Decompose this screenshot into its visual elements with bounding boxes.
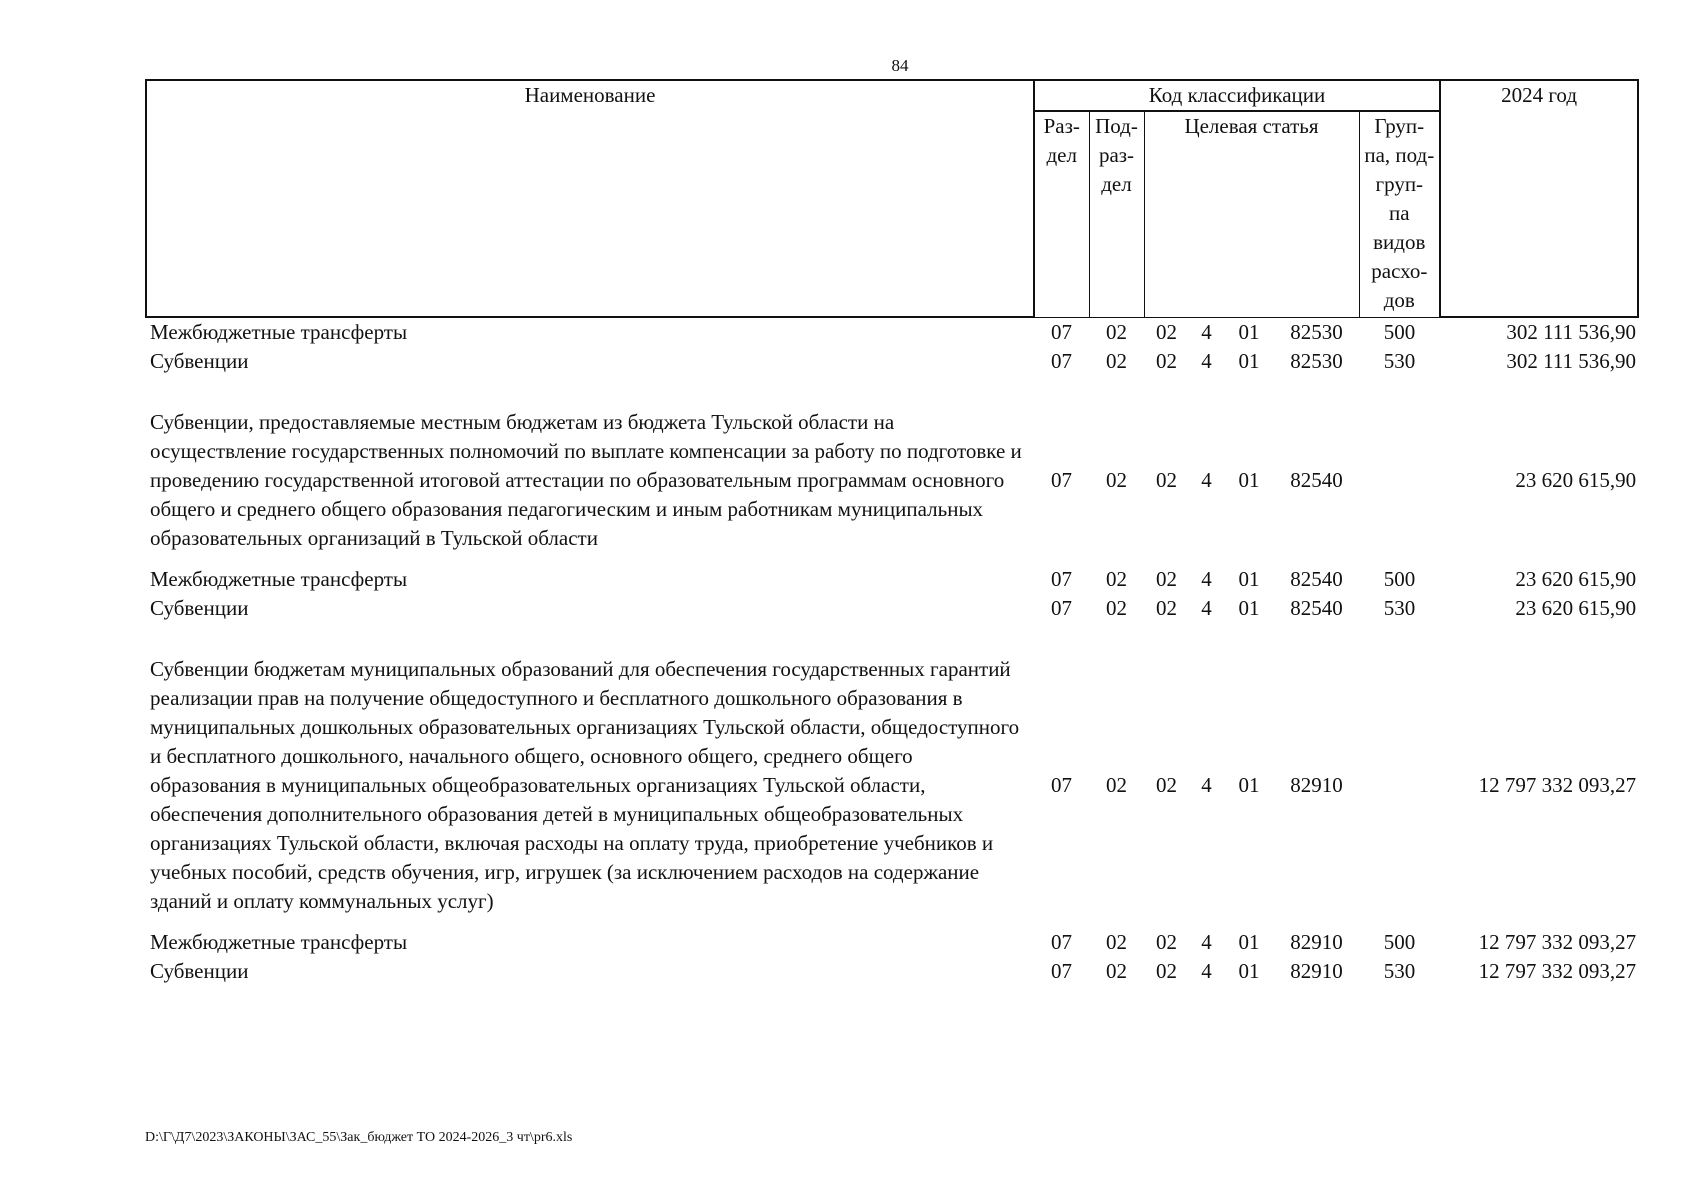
row-target-code-1: 02 (1156, 468, 1177, 492)
file-path-footer: D:\Г\Д7\2023\ЗАКОНЫ\ЗАС_55\Зак_бюджет ТО 2024-2026_3 чт\pr6.xls (145, 1130, 573, 1145)
row-section: 07 (1051, 930, 1072, 954)
table-row (146, 957, 1638, 986)
row-section: 07 (1051, 773, 1072, 797)
row-target-code-2: 4 (1201, 567, 1212, 591)
row-name: Субвенции, предоставляемые местным бюджетам из бюджета Тульской области на осуществление государственных полномочий по выплате компенсации за работу по подготовке и проведению государственной итоговой аттестации по образовательным программам основного общего и среднего общего образования педагогическим и иным работникам муниципальных образовательных организаций в Тульской области (150, 410, 1022, 550)
row-target-code-4: 82910 (1290, 773, 1343, 797)
row-target-code-4: 82540 (1290, 567, 1343, 591)
budget-table (145, 79, 1639, 986)
row-target-code-1: 02 (1156, 773, 1177, 797)
row-subsection: 02 (1106, 773, 1127, 797)
table-row (146, 928, 1638, 957)
row-target-code-1: 02 (1156, 319, 1177, 344)
row-amount: 302 111 536,90 (1506, 320, 1637, 344)
budget-table-container (145, 79, 1637, 986)
row-target-code-3: 01 (1238, 930, 1260, 954)
page-number: 84 (891, 56, 909, 75)
row-expense-group (1359, 388, 1440, 565)
row-target-code-2: 4 (1201, 468, 1212, 492)
row-name: Межбюджетные трансферты (150, 930, 408, 954)
row-name: Субвенции (150, 349, 249, 373)
row-target-code-3: 01 (1238, 319, 1260, 344)
row-name: Субвенции (150, 596, 249, 620)
row-section: 07 (1051, 468, 1072, 492)
row-name: Субвенции (150, 959, 249, 983)
row-target-code-2: 4 (1201, 773, 1212, 797)
row-target-code-4: 82910 (1290, 959, 1343, 983)
row-subsection: 02 (1106, 468, 1127, 492)
row-target-code-1: 02 (1156, 596, 1177, 620)
row-expense-group: 500 (1383, 567, 1416, 591)
header-subsection: Под- раз- дел (1089, 111, 1144, 317)
row-section: 07 (1051, 319, 1072, 344)
header-expense-group: Груп- па, под- груп- па видов расхо- дов (1359, 111, 1440, 317)
row-section: 07 (1051, 567, 1072, 591)
header-name: Наименование (146, 80, 1034, 317)
row-amount: 23 620 615,90 (1515, 468, 1637, 492)
row-expense-group: 500 (1383, 319, 1416, 344)
row-expense-group: 530 (1383, 349, 1416, 373)
row-target-code-3: 01 (1238, 959, 1260, 983)
row-target-code-3: 01 (1238, 468, 1260, 492)
row-amount: 23 620 615,90 (1515, 596, 1637, 620)
row-expense-group (1359, 635, 1440, 928)
row-target-code-2: 4 (1201, 596, 1212, 620)
table-row (146, 388, 1638, 565)
table-row (146, 317, 1638, 347)
row-subsection: 02 (1106, 596, 1127, 620)
header-year: 2024 год (1440, 80, 1638, 317)
row-target-code-4: 82540 (1290, 468, 1343, 492)
row-target-code-1: 02 (1156, 349, 1177, 373)
row-target-code-1: 02 (1156, 959, 1177, 983)
row-subsection: 02 (1106, 930, 1127, 954)
row-target-code-2: 4 (1201, 930, 1212, 954)
row-amount: 302 111 536,90 (1506, 349, 1637, 373)
row-section: 07 (1051, 596, 1072, 620)
table-header (146, 80, 1638, 317)
row-target-code-1: 02 (1156, 567, 1177, 591)
header-section: Раз- дел (1034, 111, 1089, 317)
table-body (146, 317, 1638, 986)
row-target-code-3: 01 (1238, 773, 1260, 797)
row-target-code-3: 01 (1238, 349, 1260, 373)
table-row (146, 635, 1638, 928)
row-target-code-4: 82910 (1290, 930, 1343, 954)
row-target-code-1: 02 (1156, 930, 1177, 954)
row-subsection: 02 (1106, 319, 1127, 344)
row-name: Межбюджетные трансферты (150, 320, 408, 344)
table-row (146, 565, 1638, 594)
row-target-code-4: 82530 (1290, 349, 1343, 373)
row-target-code-2: 4 (1201, 319, 1212, 344)
row-target-code-2: 4 (1201, 349, 1212, 373)
row-name: Межбюджетные трансферты (150, 567, 408, 591)
row-expense-group: 530 (1383, 596, 1416, 620)
row-target-code-2: 4 (1201, 959, 1212, 983)
row-expense-group: 530 (1383, 959, 1416, 983)
row-section: 07 (1051, 349, 1072, 373)
row-target-code-4: 82540 (1290, 596, 1343, 620)
row-name: Субвенции бюджетам муниципальных образований для обеспечения государственных гарантий реализации прав на получение общедоступного и бесплатного дошкольного образования в муниципальных дошкольных образовательных организациях Тульской области, общедоступного и бесплатного дошкольного, начального общего, основного общего, среднего общего образования в муниципальных общеобразовательных организациях Тульской области, обеспечения дополнительного образования детей в муниципальных общеобразовательных организациях Тульской области, включая расходы на оплату труда, приобретение учебников и учебных пособий, средств обучения, игр, игрушек (за исключением расходов на содержание зданий и оплату коммунальных услуг) (150, 657, 1020, 913)
row-target-code-3: 01 (1238, 567, 1260, 591)
row-subsection: 02 (1106, 959, 1127, 983)
row-amount: 12 797 332 093,27 (1478, 959, 1637, 983)
table-row (146, 347, 1638, 388)
row-expense-group: 500 (1383, 930, 1416, 954)
row-target-code-4: 82530 (1290, 319, 1343, 344)
table-row (146, 594, 1638, 635)
row-subsection: 02 (1106, 349, 1127, 373)
header-target-article: Целевая статья (1144, 111, 1359, 317)
row-subsection: 02 (1106, 567, 1127, 591)
header-classification: Код классификации (1034, 80, 1440, 111)
row-amount: 23 620 615,90 (1515, 567, 1637, 591)
row-section: 07 (1051, 959, 1072, 983)
row-amount: 12 797 332 093,27 (1478, 773, 1637, 797)
row-target-code-3: 01 (1238, 596, 1260, 620)
row-amount: 12 797 332 093,27 (1478, 930, 1637, 954)
